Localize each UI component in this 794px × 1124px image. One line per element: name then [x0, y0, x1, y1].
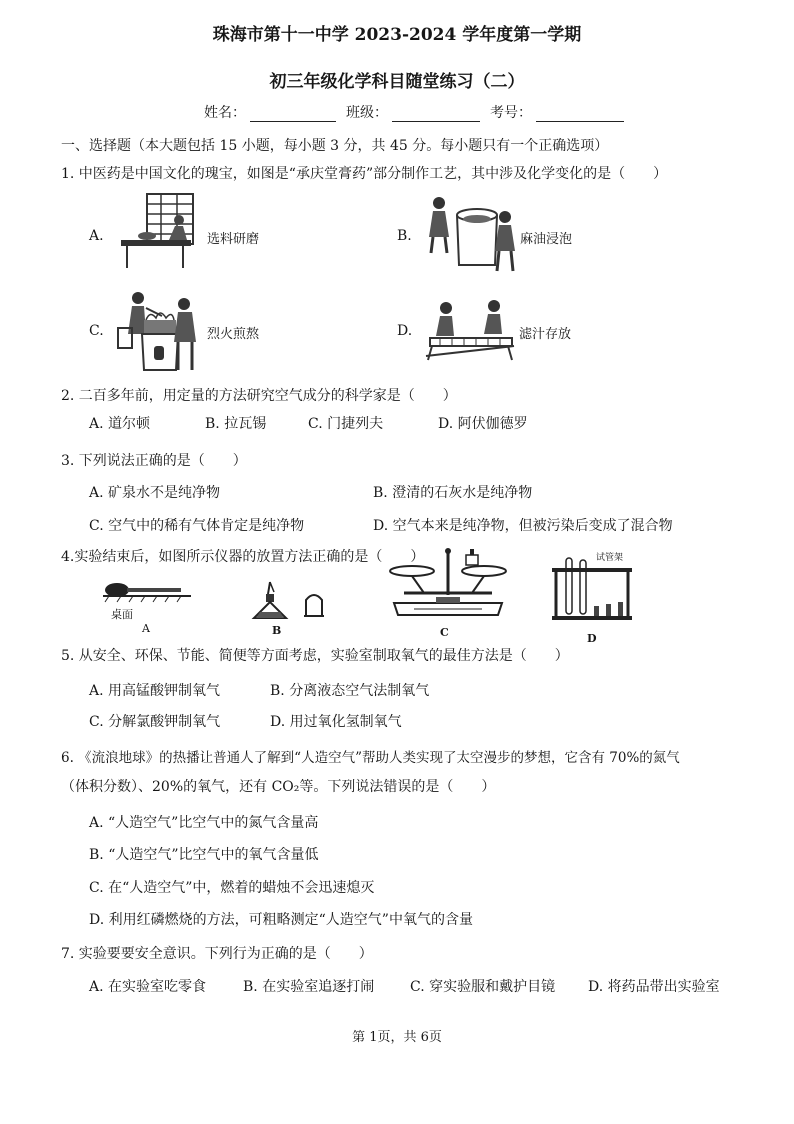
- q5-option-b: B. 分离液态空气法制氧气: [270, 683, 430, 699]
- q5-stem: 5. 从安全、环保、节能、简便等方面考虑，实验室制取氧气的最佳方法是（ ）: [61, 648, 569, 664]
- q1-filtering-illustration: [424, 300, 516, 362]
- exam-title: 珠海市第十一中学 2023-2024 学年度第一学期: [212, 25, 582, 45]
- class-blank[interactable]: [392, 105, 480, 122]
- q7-option-a: A. 在实验室吃零食: [89, 979, 207, 995]
- q4-dropper-on-desk: [103, 580, 193, 606]
- q1-option-a-text: 选料研磨: [207, 232, 260, 247]
- q4-fig-label-b: B: [272, 624, 282, 637]
- q6-option-b: B. “人造空气”比空气中的氧气含量低: [89, 847, 319, 863]
- q2-option-a: A. 道尔顿: [89, 416, 151, 432]
- q1-boiling-illustration: [116, 288, 204, 374]
- q6-option-c: C. 在“人造空气”中，燃着的蜡烛不会迅速熄灭: [89, 880, 375, 896]
- q1-stem: 1. 中医药是中国文化的瑰宝，如图是“承庆堂膏药”部分制作工艺，其中涉及化学变化的是（ ）: [61, 166, 668, 182]
- q2-option-d: D. 阿伏伽德罗: [438, 416, 528, 432]
- q5-option-a: A. 用高锰酸钾制氧气: [89, 683, 221, 699]
- q7-option-c: C. 穿实验服和戴护目镜: [410, 979, 556, 995]
- name-label: 姓名：: [204, 105, 246, 121]
- q7-option-d: D. 将药品带出实验室: [588, 979, 720, 995]
- q1-soaking-illustration: [425, 193, 521, 275]
- q3-stem: 3. 下列说法正确的是（ ）: [61, 453, 247, 469]
- q3-option-c: C. 空气中的稀有气体肯定是纯净物: [89, 518, 305, 534]
- q7-option-b: B. 在实验室追逐打闹: [243, 979, 375, 995]
- q5-option-c: C. 分解氯酸钾制氧气: [89, 714, 221, 730]
- id-blank[interactable]: [536, 105, 624, 122]
- q6-stem-line2: （体积分数）、20%的氧气，还有 CO₂等。下列说法错误的是（ ）: [61, 779, 496, 795]
- student-info-row: [204, 102, 630, 122]
- q2-option-c: C. 门捷列夫: [308, 416, 384, 432]
- q6-option-d: D. 利用红磷燃烧的方法，可粗略测定“人造空气”中氧气的含量: [89, 912, 473, 928]
- q1-option-b-letter: B.: [397, 228, 412, 244]
- q1-option-a-letter: A.: [89, 228, 104, 244]
- q4-rack-label: 试管架: [596, 553, 624, 563]
- q5-option-d: D. 用过氧化氢制氧气: [270, 714, 402, 730]
- q6-stem-line1: 6. 《流浪地球》的热播让普通人了解到“人造空气”帮助人类实现了太空漫步的梦想，它含有 70%的氮气: [61, 750, 680, 766]
- q1-option-c-text: 烈火煎熬: [207, 327, 260, 342]
- class-label: 班级：: [346, 105, 388, 121]
- q4-alcohol-lamp: [248, 578, 332, 626]
- q1-option-d-text: 滤汁存放: [519, 327, 572, 342]
- q4-fig-label-d: D: [587, 632, 597, 645]
- q4-stem: 4.实验结束后，如图所示仪器的放置方法正确的是（ ）: [61, 549, 425, 565]
- id-label: 考号：: [490, 105, 532, 121]
- exam-subtitle: 初三年级化学科目随堂练习（二）: [269, 72, 525, 92]
- q7-stem: 7. 实验要要安全意识。下列行为正确的是（ ）: [61, 946, 373, 962]
- section-heading: 一、选择题（本大题包括 15 小题，每小题 3 分，共 45 分。每小题只有一个正确选项）: [61, 138, 609, 154]
- q2-stem: 2. 二百多年前，用定量的方法研究空气成分的科学家是（ ）: [61, 388, 457, 404]
- q1-option-b-text: 麻油浸泡: [520, 232, 573, 247]
- q4-balance-scale: [384, 545, 512, 621]
- q1-grinding-illustration: [117, 190, 203, 272]
- q3-option-d: D. 空气本来是纯净物，但被污染后变成了混合物: [373, 518, 673, 534]
- q4-desk-label: 桌面: [111, 608, 133, 621]
- q4-fig-label-a: A: [142, 622, 150, 635]
- q4-fig-label-c: C: [440, 626, 449, 639]
- q6-option-a: A. “人造空气”比空气中的氮气含量高: [89, 815, 319, 831]
- name-blank[interactable]: [250, 105, 336, 122]
- q2-option-b: B. 拉瓦锡: [205, 416, 267, 432]
- q3-option-a: A. 矿泉水不是纯净物: [89, 485, 221, 501]
- q3-option-b: B. 澄清的石灰水是纯净物: [373, 485, 533, 501]
- q1-option-c-letter: C.: [89, 323, 104, 339]
- page-number: 第 1页，共 6页: [352, 1030, 442, 1045]
- q1-option-d-letter: D.: [397, 323, 413, 339]
